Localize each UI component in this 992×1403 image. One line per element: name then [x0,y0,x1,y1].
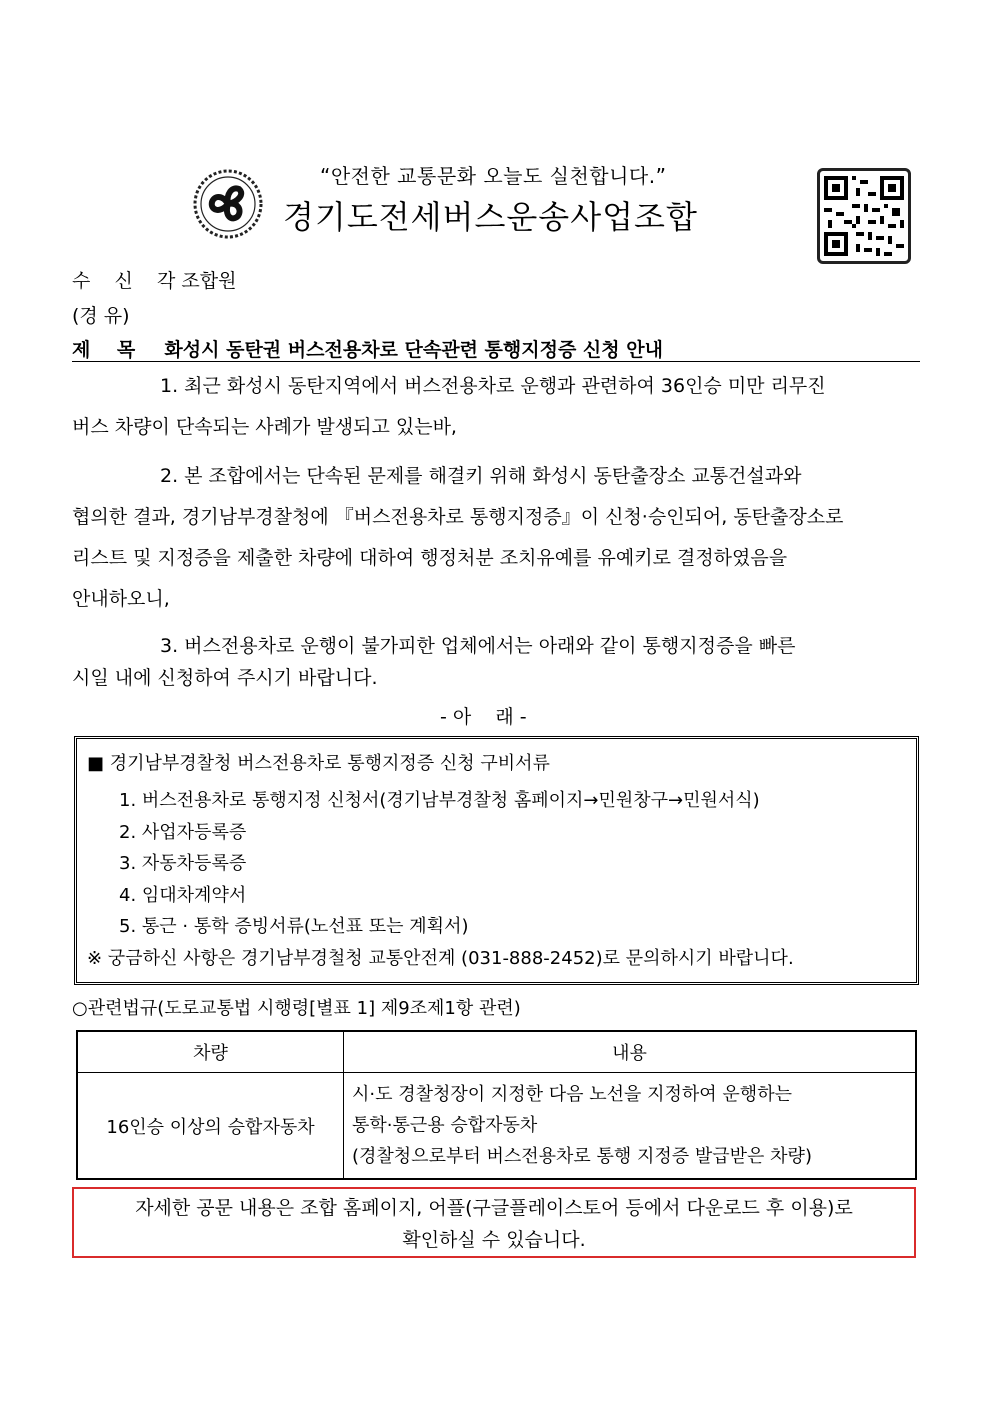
column-header-vehicle: 차량 [77,1031,344,1073]
slogan: “안전한 교통문화 오늘도 실천합니다.” [320,164,667,188]
paragraph-1-line-2: 버스 차량이 단속되는 사례가 발생되고 있는바, [72,416,457,438]
recipient-label: 수 신 [72,270,133,292]
organization-name: 경기도전세버스운송사업조합 [283,198,698,236]
via-line: (경 유) [72,305,130,327]
required-documents-title: ■ 경기남부경찰청 버스전용차로 통행지정증 신청 구비서류 [87,753,550,774]
content-line: 통학·통근용 승합자동차 [352,1115,538,1136]
paragraph-3-line-2: 시일 내에 신청하여 주시기 바랍니다. [72,667,378,689]
table-header-row [77,1031,916,1073]
subject-line [72,338,663,362]
recipient-line [72,269,236,293]
required-documents-box [74,736,919,985]
list-item: 1. 버스전용차로 통행지정 신청서(경기남부경찰청 홈페이지→민원창구→민원서식) [119,790,760,811]
recipient-value: 각 조합원 [156,270,237,292]
column-header-content: 내용 [344,1031,917,1073]
paragraph-3-line-1: 3. 버스전용차로 운행이 불가피한 업체에서는 아래와 같이 통행지정증을 빠른 [160,635,796,657]
table-row [77,1073,916,1180]
paragraph-2-line-2: 협의한 결과, 경기남부경찰청에 『버스전용차로 통행지정증』이 신청·승인되어, 동탄출장소로 [72,506,844,528]
homepage-notice-box [72,1187,916,1258]
qr-code-icon[interactable] [817,168,911,264]
list-item: 2. 사업자등록증 [119,822,247,843]
below-heading: - 아 래 - [440,706,527,728]
association-logo-icon [192,168,264,240]
law-caption: ○관련법규(도로교통법 시행령[별표 1] 제9조제1항 관련) [72,998,521,1019]
paragraph-2-line-3: 리스트 및 지정증을 제출한 차량에 대하여 행정처분 조치유예를 유예키로 결정하였음을 [72,547,788,569]
inquiry-footnote: ※ 궁금하신 사항은 경기남부경철청 교통안전계 (031-888-2452)로 문의하시기 바랍니다. [87,948,794,969]
subject-label: 제 목 [72,339,136,361]
content-cell [344,1073,917,1180]
subject-text: 화성시 동탄권 버스전용차로 단속관련 통행지정증 신청 안내 [164,339,663,361]
content-line: 시·도 경찰청장이 지정한 다음 노선을 지정하여 운행하는 [352,1084,792,1105]
content-line: (경찰청으로부터 버스전용차로 통행 지정증 발급받은 차량) [352,1146,812,1167]
list-item: 3. 자동차등록증 [119,853,247,874]
law-table [76,1030,917,1180]
list-item: 4. 임대차계약서 [119,885,247,906]
subject-divider [72,361,920,362]
paragraph-1-line-1: 1. 최근 화성시 동탄지역에서 버스전용차로 운행과 관련하여 36인승 미만 리무진 [160,375,826,397]
vehicle-cell: 16인승 이상의 승합자동차 [77,1073,344,1180]
paragraph-2-line-1: 2. 본 조합에서는 단속된 문제를 해결키 위해 화성시 동탄출장소 교통건설과와 [160,465,802,487]
homepage-notice-line-1: 자세한 공문 내용은 조합 홈페이지, 어플(구글플레이스토어 등에서 다운로드 후 이용)로 [135,1197,853,1219]
paragraph-2-line-4: 안내하오니, [72,588,170,610]
homepage-notice-line-2: 확인하실 수 있습니다. [402,1229,586,1251]
list-item: 5. 통근 · 통학 증빙서류(노선표 또는 계획서) [119,916,469,937]
